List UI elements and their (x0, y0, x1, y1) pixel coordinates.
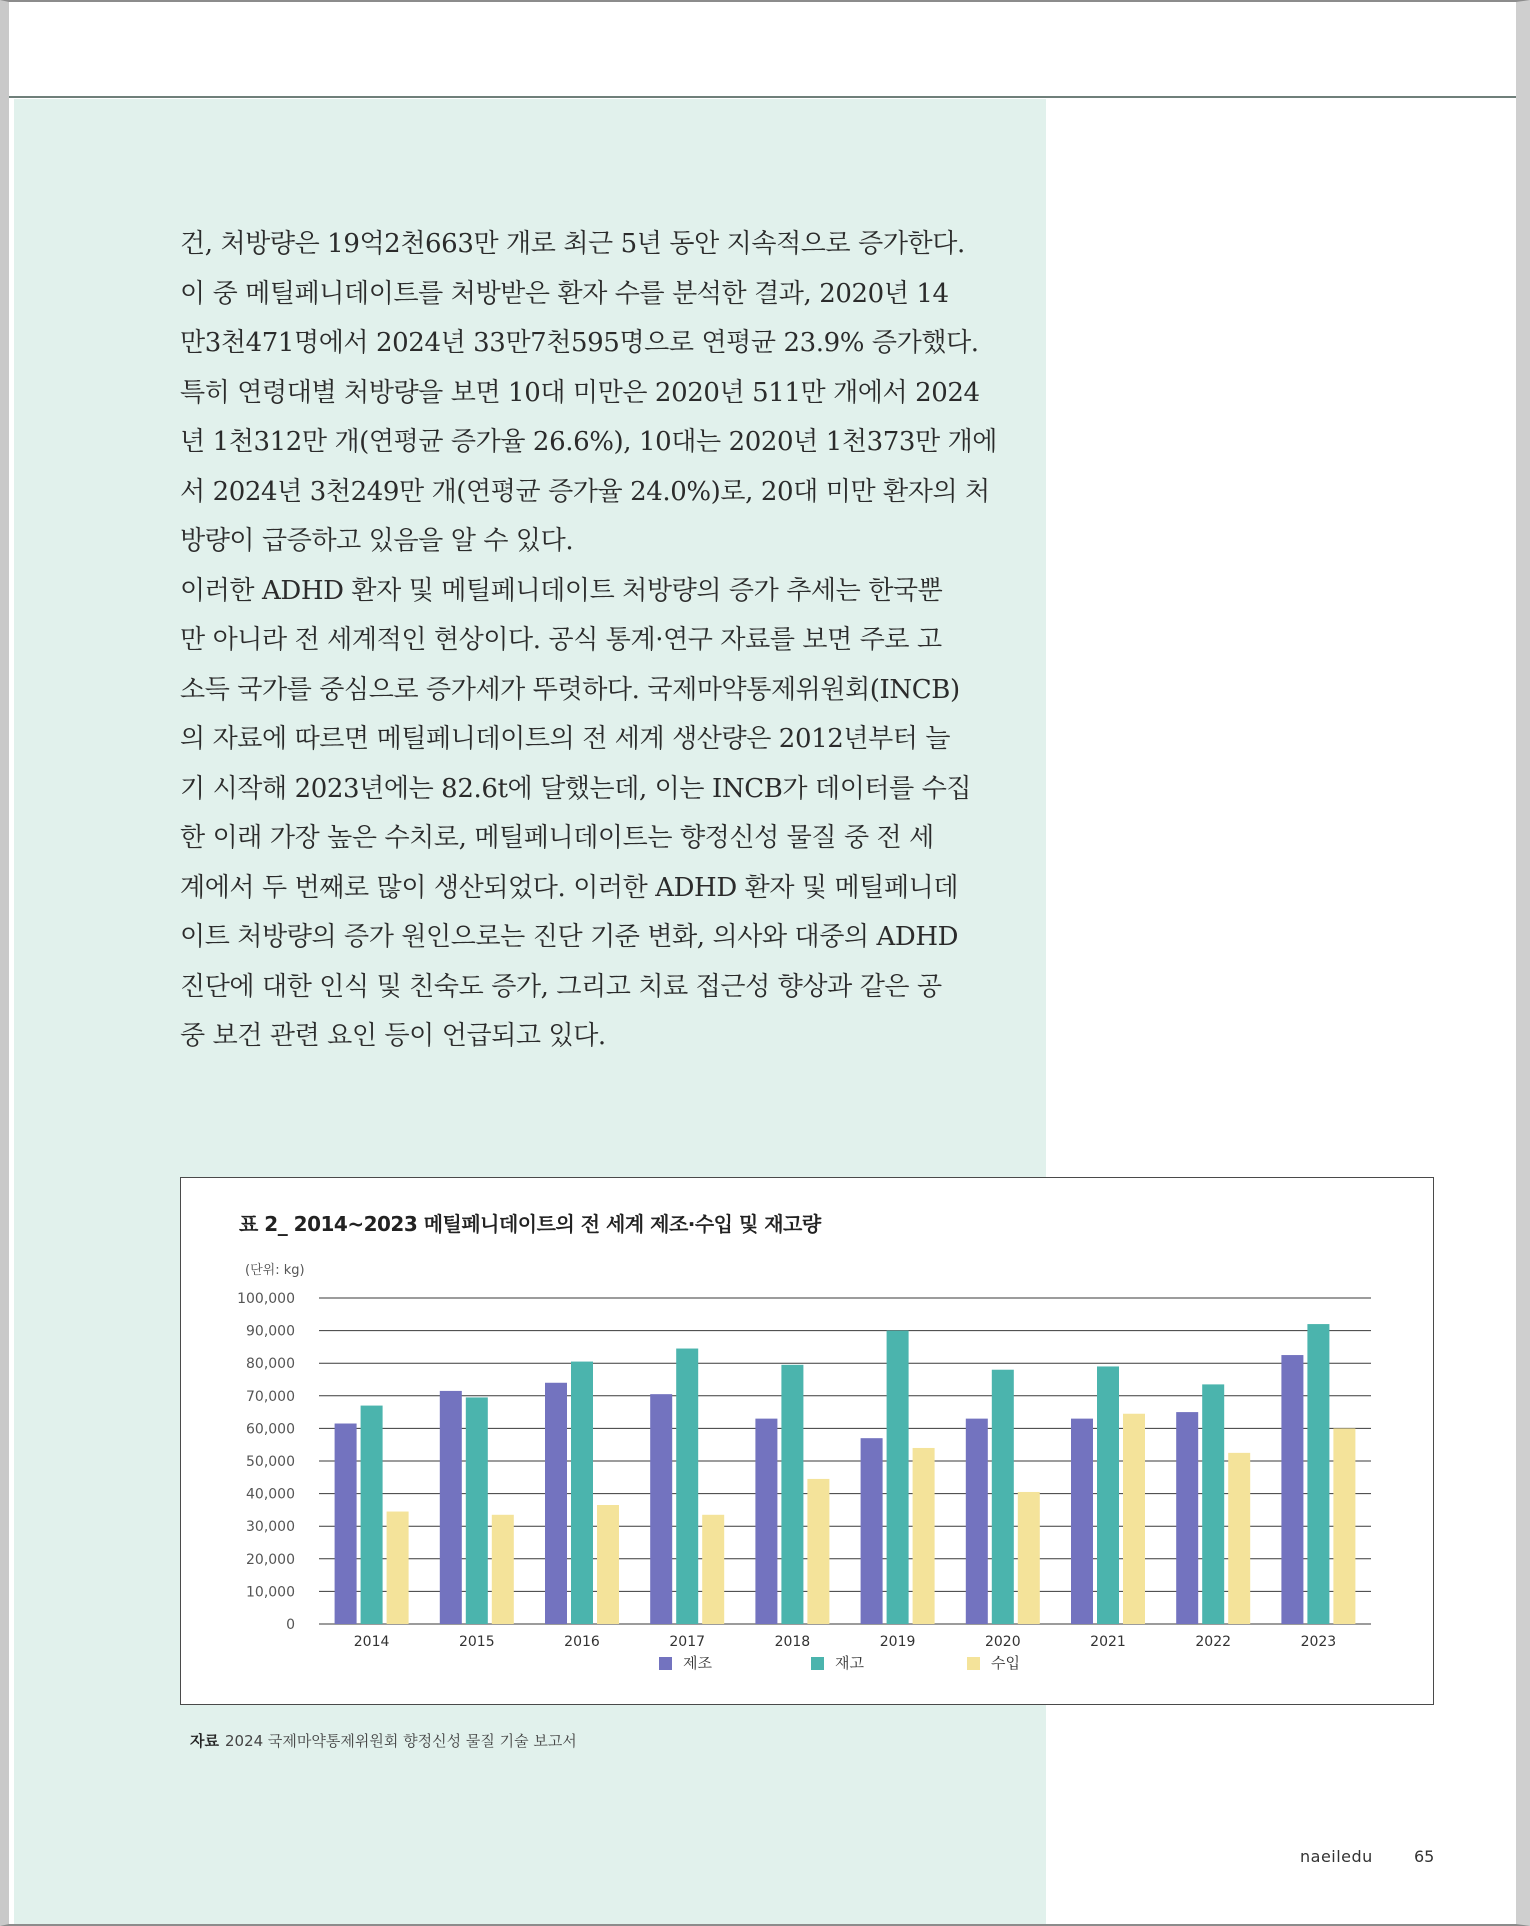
x-tick-label: 2023 (1300, 1634, 1337, 1650)
bar-제조-2018 (755, 1419, 777, 1624)
x-tick-label: 2019 (879, 1634, 916, 1650)
bar-수입-2015 (492, 1515, 514, 1624)
y-tick-label: 10,000 (246, 1584, 295, 1601)
bar-재고-2023 (1307, 1324, 1329, 1624)
chart-unit-label: (단위: kg) (245, 1263, 305, 1278)
y-tick-label: 40,000 (246, 1486, 295, 1503)
bar-제조-2019 (861, 1438, 883, 1624)
legend-label: 재고 (835, 1654, 864, 1672)
footer-site-name: naeiledu (1300, 1847, 1373, 1866)
x-tick-label: 2014 (353, 1634, 390, 1650)
bar-제조-2023 (1281, 1355, 1303, 1624)
legend-swatch-수입 (967, 1657, 980, 1670)
bar-재고-2022 (1202, 1384, 1224, 1624)
legend-swatch-재고 (811, 1657, 824, 1670)
x-tick-label: 2015 (458, 1634, 495, 1650)
bar-수입-2023 (1333, 1428, 1355, 1624)
bar-제조-2014 (335, 1424, 357, 1624)
bar-수입-2017 (702, 1515, 724, 1624)
bar-제조-2021 (1071, 1419, 1093, 1624)
bar-수입-2022 (1228, 1453, 1250, 1624)
y-tick-label: 90,000 (246, 1323, 295, 1340)
body-text-line: 중 보건 관련 요인 등이 언급되고 있다. (180, 1021, 606, 1051)
y-tick-label: 30,000 (246, 1519, 295, 1536)
bar-제조-2022 (1176, 1412, 1198, 1624)
x-tick-label: 2017 (669, 1634, 706, 1650)
y-tick-label: 80,000 (246, 1356, 295, 1373)
bar-제조-2015 (440, 1391, 462, 1624)
body-text-line: 건, 처방량은 19억2천663만 개로 최근 5년 동안 지속적으로 증가한다. (180, 229, 965, 259)
body-text-line: 이러한 ADHD 환자 및 메틸페니데이트 처방량의 증가 추세는 한국뿐 (180, 575, 943, 606)
bar-수입-2018 (807, 1479, 829, 1624)
x-tick-label: 2016 (564, 1634, 600, 1650)
x-tick-label: 2021 (1090, 1634, 1126, 1650)
bar-제조-2020 (966, 1419, 988, 1624)
bar-재고-2016 (571, 1362, 593, 1624)
legend-label: 수입 (991, 1654, 1020, 1672)
bar-재고-2015 (466, 1397, 488, 1624)
x-tick-label: 2022 (1195, 1634, 1232, 1650)
bar-재고-2014 (361, 1406, 383, 1624)
body-text-line: 년 1천312만 개(연평균 증가율 26.6%), 10대는 2020년 1천373만 개에 (180, 427, 998, 457)
body-text-line: 특히 연령대별 처방량을 보면 10대 미만은 2020년 511만 개에서 2024 (180, 377, 980, 408)
y-tick-label: 70,000 (246, 1388, 295, 1405)
body-text-line: 이 중 메틸페니데이트를 처방받은 환자 수를 분석한 결과, 2020년 14 (180, 278, 949, 309)
y-tick-label: 60,000 (246, 1421, 295, 1438)
chart-title: 표 2_ 2014~2023 메틸페니데이트의 전 세계 제조·수입 및 재고량 (239, 1212, 821, 1236)
body-text-line: 진단에 대한 인식 및 친숙도 증가, 그리고 치료 접근성 향상과 같은 공 (180, 971, 942, 1002)
body-text-line: 소득 국가를 중심으로 증가세가 뚜렷하다. 국제마약통제위원회(INCB) (180, 674, 960, 705)
body-text-line: 서 2024년 3천249만 개(연평균 증가율 24.0%)로, 20대 미만 환자의 처 (180, 476, 990, 507)
x-tick-label: 2018 (774, 1634, 811, 1650)
bar-재고-2017 (676, 1349, 698, 1624)
legend-swatch-제조 (659, 1657, 672, 1670)
x-tick-label: 2020 (984, 1634, 1021, 1650)
bar-수입-2019 (913, 1448, 935, 1624)
chart-figure (180, 1177, 1434, 1705)
body-text-line: 의 자료에 따르면 메틸페니데이트의 전 세계 생산량은 2012년부터 늘 (180, 724, 951, 754)
y-tick-label: 0 (286, 1617, 295, 1633)
body-text-line: 한 이래 가장 높은 수치로, 메틸페니데이트는 향정신성 물질 중 전 세 (180, 823, 934, 853)
bar-수입-2014 (387, 1512, 409, 1624)
bar-chart (181, 1178, 1435, 1706)
body-text-line: 계에서 두 번째로 많이 생산되었다. 이러한 ADHD 환자 및 메틸페니데 (180, 872, 959, 903)
source-label: 자료 (190, 1732, 219, 1750)
page-header-band (9, 2, 1516, 98)
body-text-line: 만 아니라 전 세계적인 현상이다. 공식 통계·연구 자료를 보면 주로 고 (180, 625, 942, 655)
bar-수입-2016 (597, 1505, 619, 1624)
bar-수입-2020 (1018, 1492, 1040, 1624)
y-tick-label: 20,000 (246, 1551, 295, 1568)
bar-제조-2016 (545, 1383, 567, 1624)
bar-재고-2018 (781, 1365, 803, 1624)
y-tick-label: 50,000 (246, 1454, 295, 1470)
source-note (190, 1730, 577, 1751)
body-text-line: 이트 처방량의 증가 원인으로는 진단 기준 변화, 의사와 대중의 ADHD (180, 922, 959, 952)
body-text-line: 기 시작해 2023년에는 82.6t에 달했는데, 이는 INCB가 데이터를 수집 (180, 773, 972, 804)
body-text-line: 만3천471명에서 2024년 33만7천595명으로 연평균 23.9% 증가했다. (180, 328, 979, 358)
article-body (180, 220, 998, 1062)
legend-label: 제조 (683, 1654, 712, 1672)
page-number: 65 (1414, 1847, 1435, 1866)
bar-재고-2020 (992, 1370, 1014, 1624)
bar-재고-2019 (887, 1331, 909, 1624)
y-tick-label: 100,000 (237, 1291, 295, 1307)
bar-제조-2017 (650, 1394, 672, 1624)
body-text-line: 방량이 급증하고 있음을 알 수 있다. (180, 526, 574, 556)
bar-재고-2021 (1097, 1366, 1119, 1624)
source-text: 2024 국제마약통제위원회 향정신성 물질 기술 보고서 (224, 1732, 577, 1750)
bar-수입-2021 (1123, 1414, 1145, 1624)
